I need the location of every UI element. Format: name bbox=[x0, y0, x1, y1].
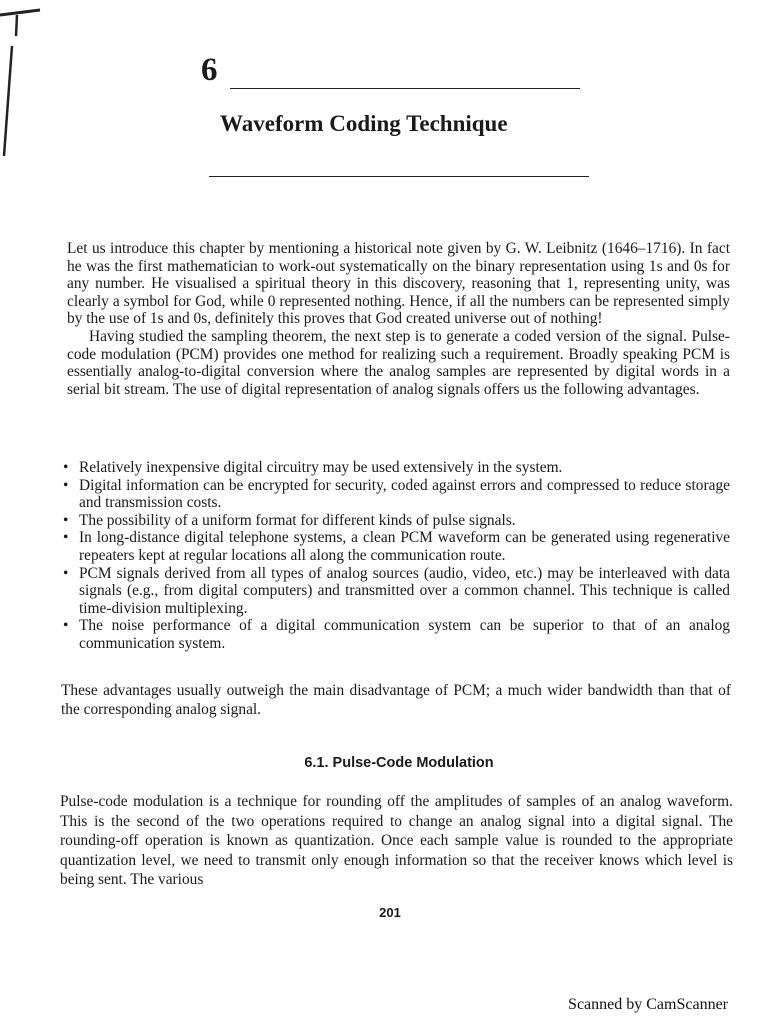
list-item-text: Digital information can be encrypted for security, coded against errors and compressed to reduce storage and transmission costs. bbox=[79, 476, 730, 512]
bullet-icon: • bbox=[63, 564, 69, 582]
bullet-icon: • bbox=[63, 459, 69, 476]
list-item bbox=[63, 512, 730, 530]
list-item-text: In long-distance digital telephone systems, a clean PCM waveform can be generated using regenerative repeaters kept at regular locations all along the communication route. bbox=[79, 529, 730, 564]
chapter-rule-bottom bbox=[209, 176, 589, 177]
bullet-icon: • bbox=[63, 476, 69, 494]
scan-edge-mark bbox=[0, 6, 44, 166]
chapter-rule-top bbox=[230, 88, 580, 89]
bullet-icon: • bbox=[63, 617, 69, 635]
list-item bbox=[63, 565, 730, 618]
chapter-number: 6 bbox=[201, 52, 218, 88]
list-item-text: Relatively inexpensive digital circuitry may be used extensively in the system. bbox=[79, 459, 563, 476]
intro-paragraph-2: Having studied the sampling theorem, the next step is to generate a coded version of the signal. Pulse-code modulation (PCM) provides one method for realizing such a requirement. Broadly speaking PCM is essentially analog-to-digital conversion where the analog samples are represented by digital words in a serial bit stream. The use of digital representation of analog signals offers us the following advantages. bbox=[67, 327, 730, 398]
list-item-text: The noise performance of a digital communication system can be superior to that of an analog communication system. bbox=[79, 617, 730, 652]
bullet-icon: • bbox=[63, 511, 69, 529]
page-number: 201 bbox=[379, 905, 401, 920]
intro-paragraph-1: Let us introduce this chapter by mentioning a historical note given by G. W. Leibnitz (1646–1716). In fact he was the first mathematician to work-out systematically on the binary representation using 1s and 0s for any number. He visualised a spiritual theory in this discovery, reasoning that 1, representing unity, was clearly a symbol for God, while 0 represented nothing. Hence, if all the numbers can be represented simply by the use of 1s and 0s, definitely this proves that God created universe out of nothing! bbox=[67, 240, 730, 328]
scanner-watermark: Scanned by CamScanner bbox=[568, 996, 728, 1013]
list-item bbox=[63, 477, 730, 512]
list-item-text: PCM signals derived from all types of analog sources (audio, video, etc.) may be interleaved with data signals (e.g., from digital computers) and transmitted over a common channel. This technique is called time-division multiplexing. bbox=[79, 564, 730, 617]
section-body: Pulse-code modulation is a technique for rounding off the amplitudes of samples of an analog waveform. This is the second of the two operations required to change an analog signal into a digital signal. The rounding-off operation is known as quantization. Once each sample value is rounded to the appropriate quantization level, we need to transmit only enough information so that the receiver knows which level is being sent. The various bbox=[60, 793, 733, 888]
advantages-summary: These advantages usually outweigh the main disadvantage of PCM; a much wider bandwidth than that of the corresponding analog signal. bbox=[61, 682, 731, 718]
list-item bbox=[63, 617, 730, 652]
list-item-text: The possibility of a uniform format for different kinds of pulse signals. bbox=[79, 511, 516, 529]
intro-text bbox=[67, 240, 730, 398]
list-item bbox=[63, 529, 730, 564]
list-item bbox=[63, 459, 730, 477]
bullet-icon: • bbox=[63, 529, 69, 547]
chapter-title: Waveform Coding Technique bbox=[220, 111, 508, 136]
section-heading: 6.1. Pulse-Code Modulation bbox=[304, 755, 494, 771]
advantages-list bbox=[63, 459, 730, 653]
